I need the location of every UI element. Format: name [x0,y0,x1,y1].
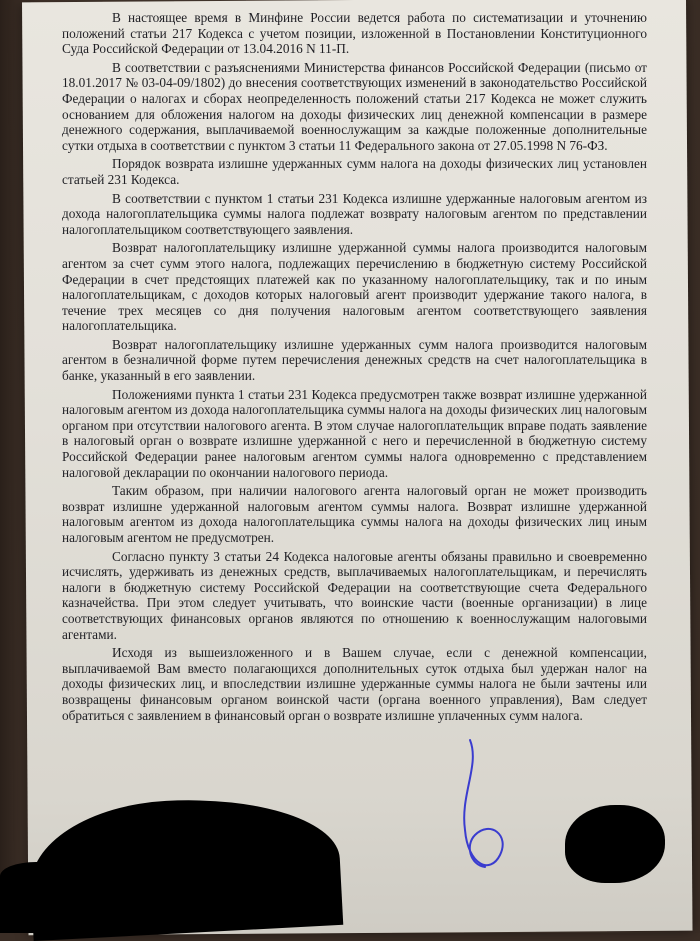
redaction-mark [0,862,180,933]
handwritten-signature [430,735,520,885]
paragraph: Положениями пункта 1 статьи 231 Кодекса предусмотрен также возврат излишне удержанной налоговым агентом из дохода налогоплательщика суммы налога на доходы физических лиц налоговым органом при отсутствии налогового агента. В этом случае налогоплательщик вправе подать заявление в налоговый орган о возврате излишне удержанной с него и перечисленной в бюджетную систему Российской Федерации ранее налоговым агентом суммы налога одновременно с представлением налоговой декларации по окончании налогового периода. [62,386,647,480]
paragraph: Согласно пункту 3 статьи 24 Кодекса налоговые агенты обязаны правильно и своевременно исчислять, удерживать из денежных средств, выплачиваемых налогоплательщикам, и перечислять налоги в бюджетную систему Российской Федерации на соответствующие счета Федерального казначейства. При этом следует учитывать, что воинские части (военные организации) в лице соответствующих финансовых органов являются по отношению к военнослужащим налоговыми агентами. [62,548,647,642]
redaction-mark [565,805,665,883]
paragraph: В настоящее время в Минфине России ведется работа по систематизации и уточнению положений статьи 217 Кодекса с учетом позиции, изложенной в Постановлении Конституционного Суда Российской Федерации от 13.04.2016 N 11-П. [62,10,647,57]
paragraph: В соответствии с пунктом 1 статьи 231 Кодекса излишне удержанные налоговым агентом из дохода налогоплательщика суммы налога подлежат возврату налоговым агентом по представлении налогоплательщиком соответствующего заявления. [62,190,647,237]
paragraph: В соответствии с разъяснениями Министерства финансов Российской Федерации (письмо от 18.01.2017 № 03-04-09/1802) до внесения соответствующих изменений в законодательство Российской Федерации о налогах и сборах неопределенность положений статьи 217 Кодекса не может служить основанием для обложения налогом на доходы физических лиц денежной компенсации в размере денежного содержания, выплачиваемой военнослужащим за каждые положенные дополнительные сутки отдыха в соответствии с пунктом 3 статьи 11 Федерального закона от 27.05.1998 N 76-ФЗ. [62,59,647,153]
paragraph: Возврат налогоплательщику излишне удержанных сумм налога производится налоговым агентом в безналичной форме путем перечисления денежных средств на счет налогоплательщика в банке, указанный в его заявлении. [62,336,647,384]
document-body [62,10,647,726]
paragraph: Таким образом, при наличии налогового агента налоговый орган не может производить возврат излишне удержанной налоговым агентом суммы налога. Возврат излишне удержанной налоговым агентом из дохода налогоплательщика суммы налога на доходы физических лиц иным налоговым агентом не предусмотрен. [62,483,647,545]
paragraph: Исходя из вышеизложенного и в Вашем случае, если с денежной компенсации, выплачиваемой Вам вместо полагающихся дополнительных суток отдыха был удержан налог на доходы физических лиц, и впоследствии излишне удержанные суммы налога не были зачтены или возвращены финансовым органом воинской части (органа военного управления), Вам следует обратиться с заявлением в финансовый орган о возврате излишне уплаченных сумм налога. [62,645,647,723]
paragraph: Порядок возврата излишне удержанных сумм налога на доходы физических лиц установлен статьей 231 Кодекса. [62,156,647,187]
paragraph: Возврат налогоплательщику излишне удержанной суммы налога производится налоговым агентом за счет сумм этого налога, подлежащих перечислению в бюджетную систему Российской Федерации в счет предстоящих платежей как по указанному налогоплательщику, так и по иным налогоплательщикам, с доходов которых налоговый агент производит удержание такого налога, в течение трех месяцев со дня получения налоговым агентом соответствующего заявления налогоплательщика. [62,240,647,334]
